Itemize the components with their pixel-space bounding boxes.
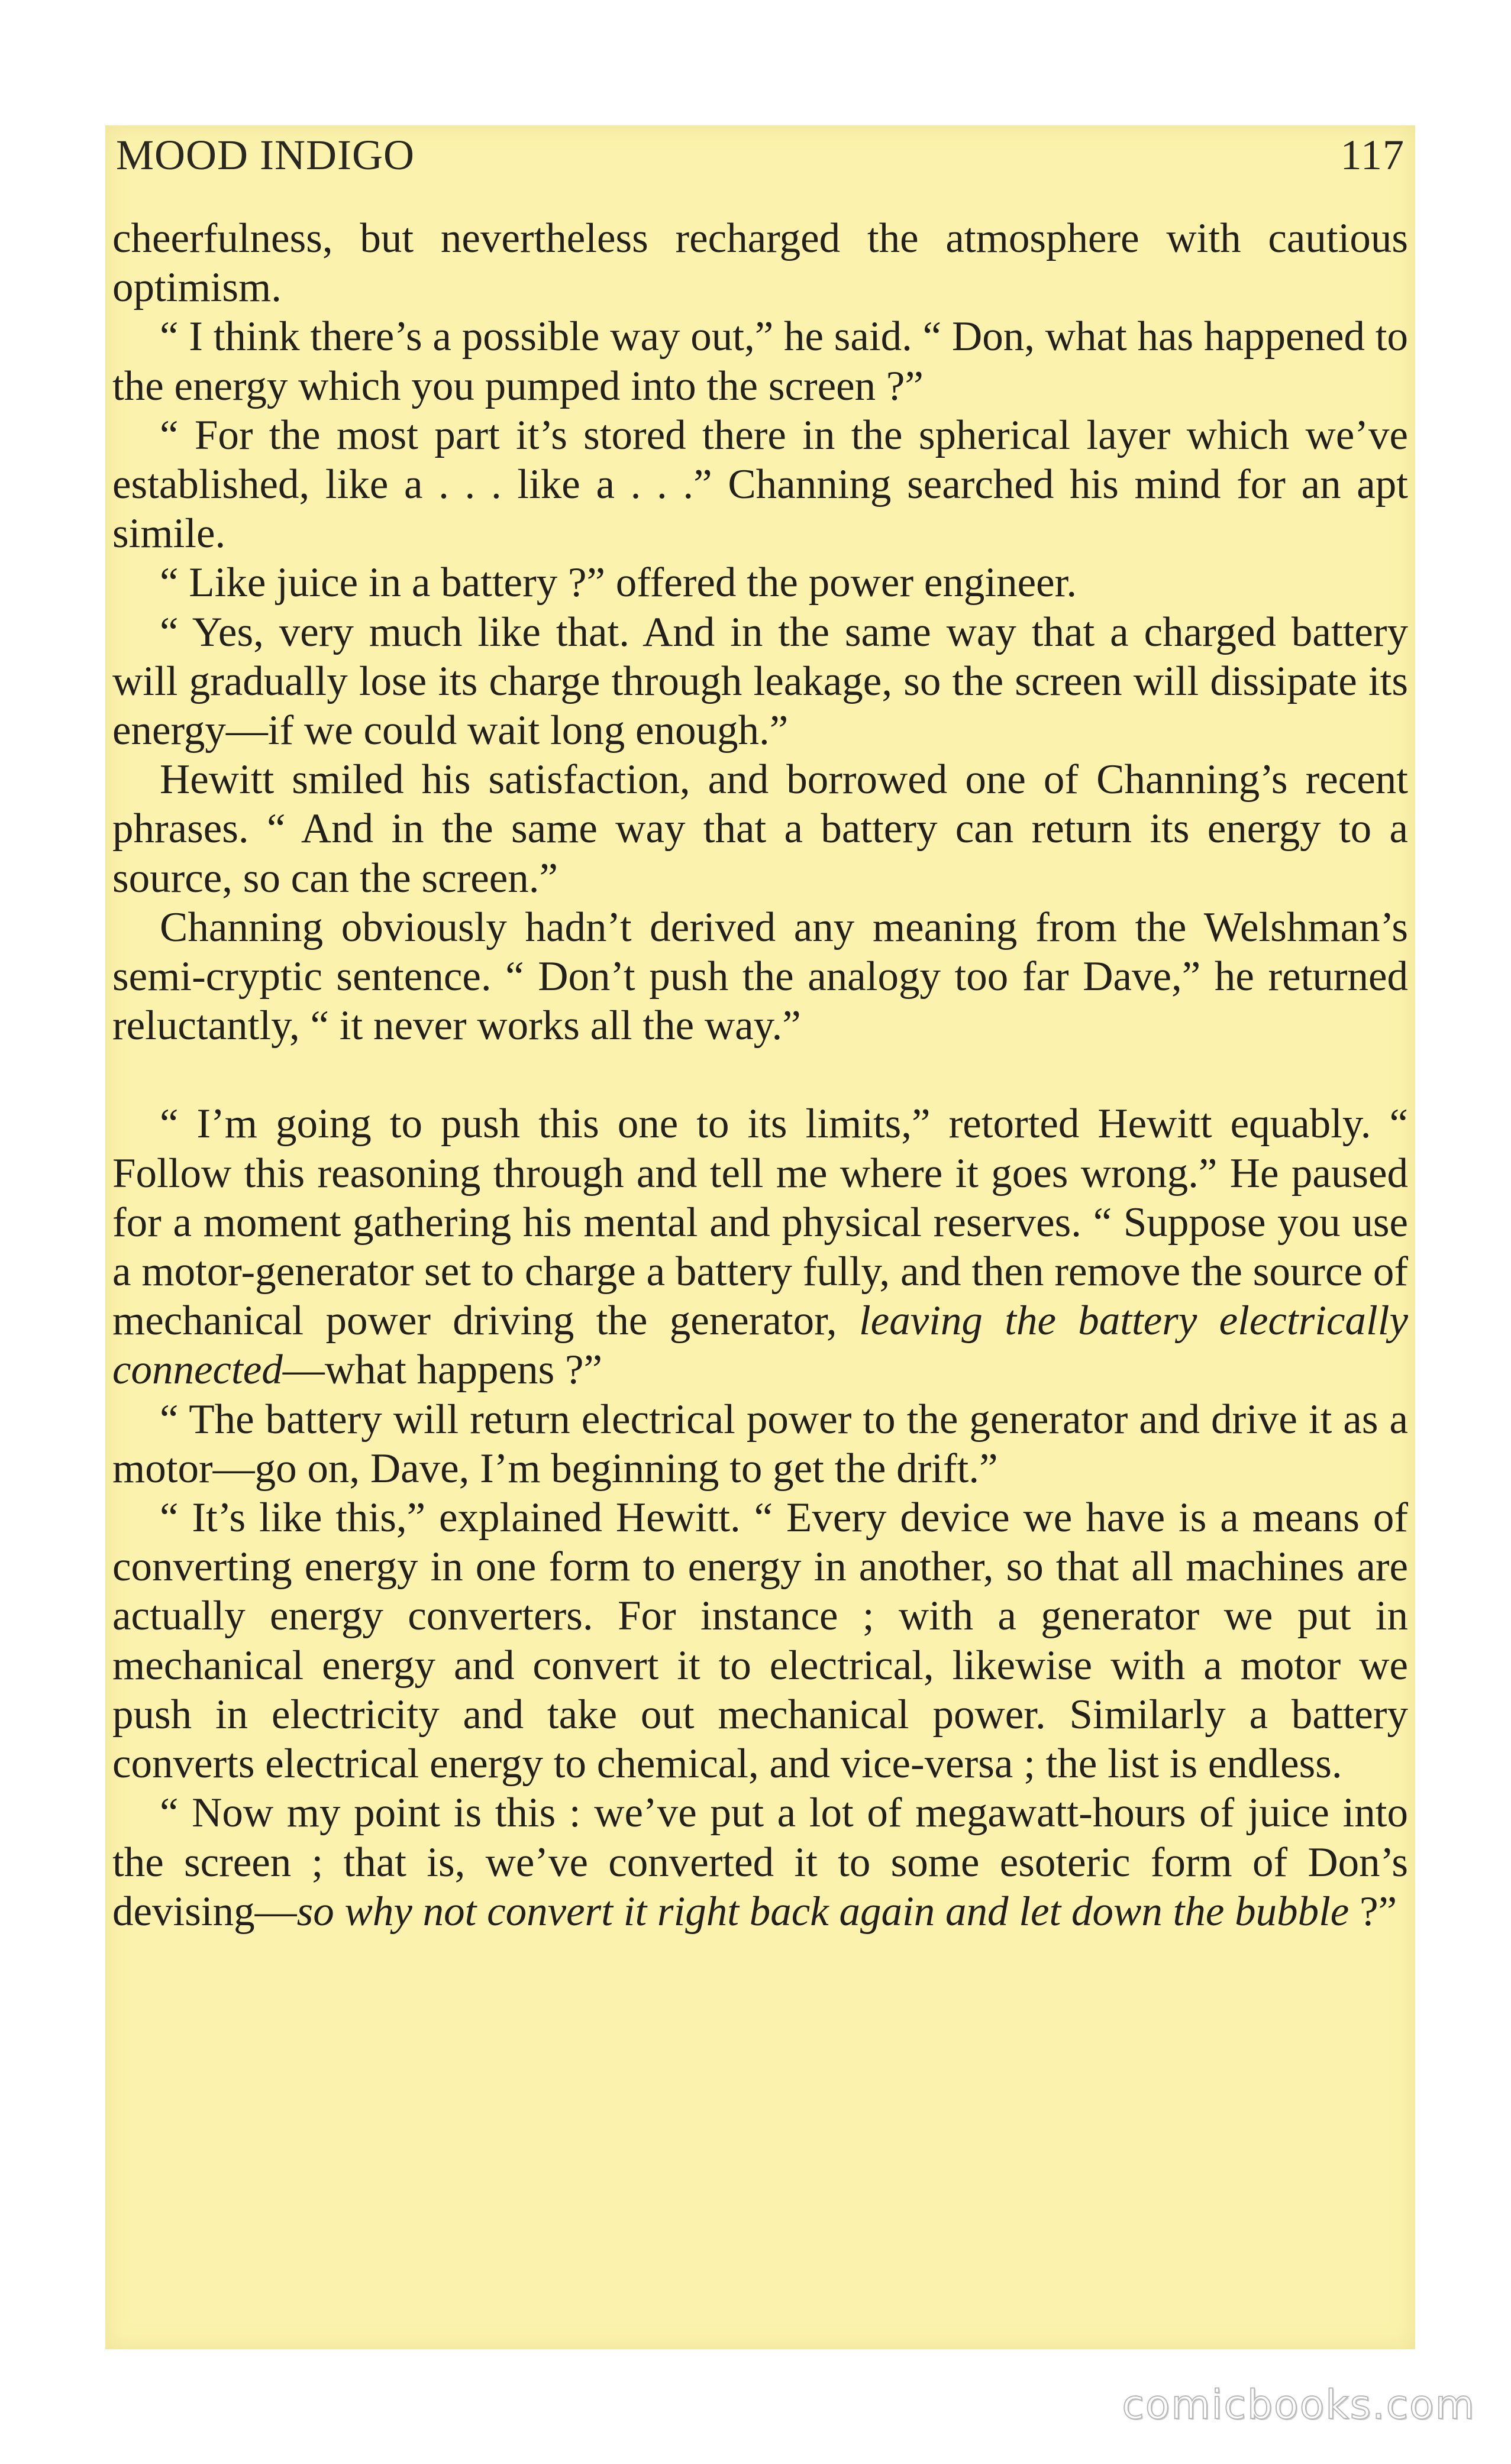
watermark: comicbooks.com xyxy=(1122,2382,1476,2429)
italic-text: leaving the battery electrically connected xyxy=(112,1298,1408,1393)
paragraph: Channing obviously hadn’t derived any meaning from the Welshman’s semi-cryptic sentence. “ Don’t push the analogy too far Dave,” he returned reluctantly, “ it never works all the way.” xyxy=(112,904,1408,1049)
paragraph xyxy=(112,1789,1408,1936)
paragraph-text: “ Now my point is this : we’ve put a lot of megawatt-hours of juice into the screen ; that is, we’ve converted it to some esoteric form of Don’s devising— xyxy=(112,1790,1408,1935)
paragraph xyxy=(112,1100,1408,1395)
paragraph: “ Like juice in a battery ?” offered the power engineer. xyxy=(160,560,1077,606)
paragraph: “ It’s like this,” explained Hewitt. “ Every device we have is a means of converting energy in one form to energy in another, so that all machines are actually energy converters. For instance ; with a generator we put in mechanical energy and convert it to electrical, likewise with a motor we push in electricity and take out mechanical power. Similarly a battery converts electrical energy to chemical, and vice-versa ; the list is endless. xyxy=(112,1495,1408,1787)
paragraph: “ Yes, very much like that. And in the same way that a charged battery will gradually lose its charge through leakage, so the screen will dissipate its energy—if we could wait long enough.” xyxy=(112,609,1408,754)
paragraph-text: ?” xyxy=(1349,1888,1397,1935)
paragraph-text: “ I’m going to push this one to its limits,” retorted Hewitt equably. “ Follow this reasoning through and tell me where it goes wrong.” He paused for a moment gathering his mental and physical reserves. “ Suppose you use a motor-generator set to charge a battery fully, and then remove the source of mechanical power driving the generator, xyxy=(112,1101,1408,1344)
book-title: MOOD INDIGO xyxy=(116,131,415,179)
book-page xyxy=(105,125,1415,2349)
paragraph: “ For the most part it’s stored there in the spherical layer which we’ve established, like a . . . like a . . .” Channing searched his mind for an apt simile. xyxy=(112,412,1408,557)
running-head xyxy=(116,125,1405,185)
body-text xyxy=(112,214,1408,1936)
paragraph: “ The battery will return electrical power to the generator and drive it as a motor—go on, Dave, I’m beginning to get the drift.” xyxy=(112,1396,1408,1492)
paragraph: Hewitt smiled his satisfaction, and borrowed one of Channing’s recent phrases. “ And in the same way that a battery can return its energy to a source, so can the screen.” xyxy=(112,756,1408,901)
paragraph: cheerfulness, but nevertheless recharged the atmosphere with cautious optimism. xyxy=(112,215,1408,311)
paragraph: “ I think there’s a possible way out,” he said. “ Don, what has happened to the energy which you pumped into the screen ?” xyxy=(112,313,1408,409)
italic-text: so why not convert it right back again and let down the bubble xyxy=(296,1888,1349,1935)
page-number: 117 xyxy=(1340,131,1405,179)
paragraph-text: —what happens ?” xyxy=(282,1347,602,1393)
